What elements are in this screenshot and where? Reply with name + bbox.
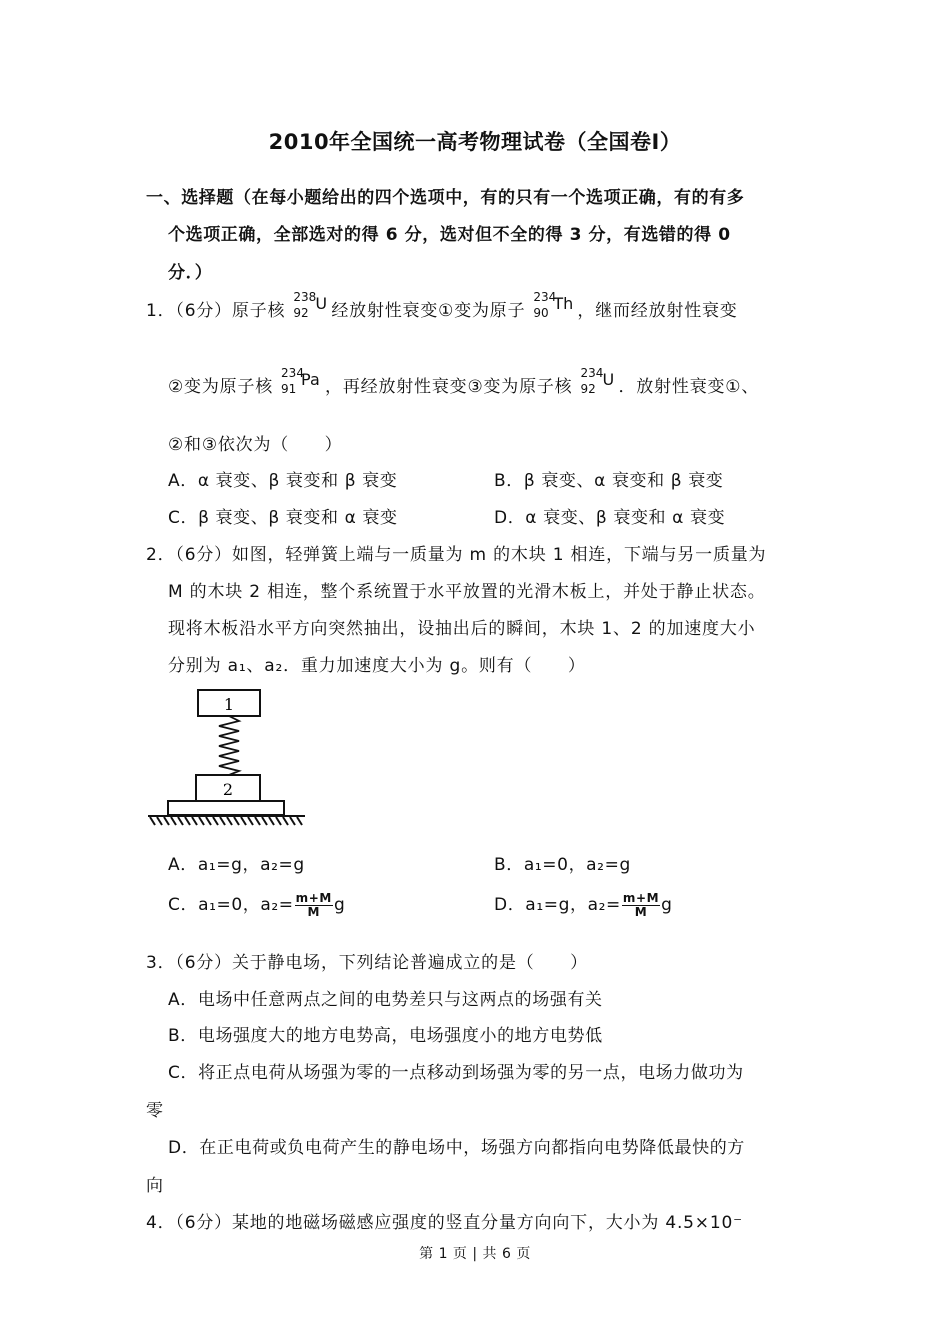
question-1-line2 [168,366,760,397]
svg-text:2: 2 [222,780,234,799]
question-score: （6分） [175,953,232,973]
q2-option-a[interactable]: A．a₁=g，a₂=g [168,855,305,875]
section-heading-line1: 一、选择题（在每小题给出的四个选项中，有的只有一个选项正确，有的有多 [146,188,745,208]
section-heading-line2: 个选项正确，全部选对的得 6 分，选对但不全的得 3 分，有选错的得 0 [168,225,731,245]
question-2-line2: M 的木块 2 相连，整个系统置于水平放置的光滑木板上，并处于静止状态。 [168,582,766,602]
page-footer: 第 1 页 | 共 6 页 [419,1246,531,1262]
question-4-line1: 4．（6分）某地的地磁场磁感应强度的竖直分量方向向下，大小为 4.5×10⁻ [146,1213,743,1233]
isotope-pa234: 234 91 Pa [281,366,320,396]
question-1-line1 [146,290,738,321]
question-score: （6分） [175,1213,232,1233]
question-text: ②变为原子核 [168,377,274,397]
q2-option-c[interactable]: C．a₁=0，a₂= $\frac{m+M}{M}$ g [168,890,346,919]
q3-option-d-wrap: 向 [146,1176,164,1196]
question-number: 2． [146,545,176,565]
question-number: 3． [146,953,176,973]
question-text: 原子核 [231,301,286,321]
q2-option-b[interactable]: B．a₁=0，a₂=g [494,855,631,875]
question-number: 4． [146,1213,176,1233]
question-1-line3: ②和③依次为（ ） [168,435,343,455]
spring-block-figure [145,686,305,828]
svg-text:1: 1 [223,695,235,714]
q3-option-d[interactable]: D．在正电荷或负电荷产生的静电场中，场强方向都指向电势降低最快的方 [168,1138,745,1158]
isotope-th234: 234 90 Th [533,290,574,320]
fraction: $\frac{m+M}{M}$ [295,890,332,919]
q3-option-b[interactable]: B．电场强度大的地方电势高，电场强度小的地方电势低 [168,1026,603,1046]
question-number: 1． [146,301,176,321]
q3-option-c[interactable]: C．将正点电荷从场强为零的一点移动到场强为零的另一点，电场力做功为 [168,1063,744,1083]
question-3-line1: 3．（6分）关于静电场，下列结论普遍成立的是（ ） [146,953,588,973]
spring-diagram-icon [145,686,305,828]
question-score: （6分） [175,301,232,321]
q1-option-d[interactable]: D．α 衰变、β 衰变和 α 衰变 [494,508,726,528]
isotope-u238: 238 92 U [293,290,328,320]
section-heading-line3: 分．） [168,263,213,283]
question-text: ，继而经放射性衰变 [577,301,738,321]
q3-option-c-wrap: 零 [146,1101,164,1121]
q1-option-c[interactable]: C．β 衰变、β 衰变和 α 衰变 [168,508,398,528]
question-text: ．放射性衰变①、 [618,377,760,397]
question-text: ，再经放射性衰变③变为原子核 [325,377,573,397]
question-2-line4: 分别为 a₁、a₂．重力加速度大小为 g。则有（ ） [168,656,586,676]
q1-option-b[interactable]: B．β 衰变、α 衰变和 β 衰变 [494,471,724,491]
q2-option-d[interactable]: D．a₁=g，a₂= $\frac{m+M}{M}$ g [494,890,673,919]
question-2-line3: 现将木板沿水平方向突然抽出，设抽出后的瞬间，木块 1、2 的加速度大小 [168,619,756,639]
page-title: 2010年全国统一高考物理试卷（全国卷Ⅰ） [268,130,682,154]
q1-option-a[interactable]: A．α 衰变、β 衰变和 β 衰变 [168,471,398,491]
isotope-u234: 234 92 U [580,366,615,396]
question-score: （6分） [175,545,232,565]
question-text: 经放射性衰变①变为原子 [331,301,526,321]
q3-option-a[interactable]: A．电场中任意两点之间的电势差只与这两点的场强有关 [168,990,603,1010]
question-2-line1: 2．（6分）如图，轻弹簧上端与一质量为 m 的木块 1 相连，下端与另一质量为 [146,545,767,565]
fraction: $\frac{m+M}{M}$ [622,890,660,919]
